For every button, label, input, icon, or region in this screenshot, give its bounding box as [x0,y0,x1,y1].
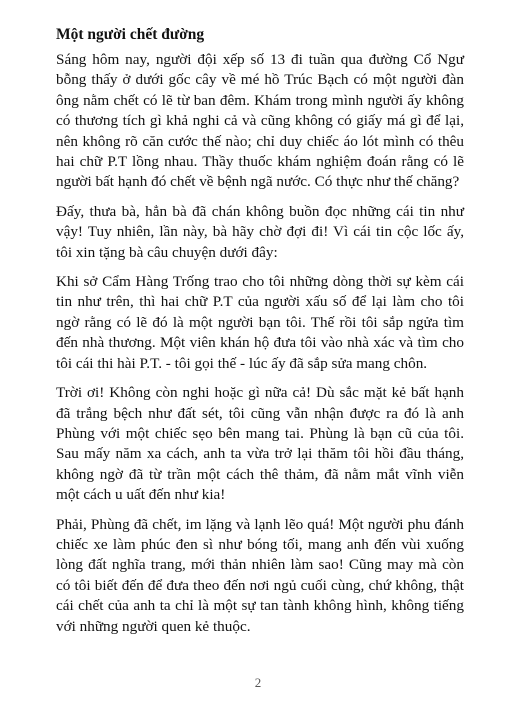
paragraph-3: Khi sở Cẩm Hàng Trống trao cho tôi những dòng thời sự kèm cái tin như trên, thì hai chữ P.T của người xấu số để lại làm cho tôi ngờ rằng có lẽ đó là một người bạn tôi. Thế rồi tôi sắp ngửa tìm đến nhà thương. Một viên khán hộ đưa tôi vào nhà xác và tìm cho tôi cái thi hài P.T. - tôi gọi thế - lúc ấy đã sắp sửa mang chôn. [56,273,464,372]
story-title: Một người chết đường [56,26,205,43]
page-number: 2 [254,675,262,690]
paragraph-5: Phải, Phùng đã chết, im lặng và lạnh lẽo quá! Một người phu đánh chiếc xe làm phúc đen sì như bóng tối, mang anh đến vùi xuống lòng đất nghĩa trang, mới thản nhiên làm sao! Cũng may mà còn có tôi biết đến để đưa theo đến nơi ngủ cuối cùng, chứ không, thật cái chết của anh ta chỉ là một sự tan tành không hình, không tiếng với những người quen kẻ thuộc. [56,515,464,635]
paragraph-1: Sáng hôm nay, người đội xếp số 13 đi tuần qua đường Cổ Ngư bỗng thấy ở dưới gốc cây về mé hồ Trúc Bạch có một người đàn ông nằm chết có lẽ từ ban đêm. Khám trong mình người ấy không có thương tích gì khả nghi cả và cũng không có giấy má gì để lại, nên không rõ căn cước thế nào; chỉ duy chiếc áo lót mình có thêu hai chữ P.T lồng nhau. Thầy thuốc khám nghiệm đoán rằng có lẽ người bất hạnh đó chết về bệnh ngã nước. Có thực như thế chăng? [56,51,464,191]
paragraph-2: Đấy, thưa bà, hẳn bà đã chán không buồn đọc những cái tin như vậy! Tuy nhiên, lần này, bà hãy chờ đợi đi! Vì cái tin cộc lốc ấy, tôi xin tặng bà câu chuyện dưới đây: [56,202,464,261]
paragraph-4: Trời ơi! Không còn nghi hoặc gì nữa cả! Dù sắc mặt kẻ bất hạnh đã trắng bệch như đất sét, tôi cũng vẫn nhận được ra đó là anh Phùng với một chiếc sẹo bên mang tai. Phùng là bạn cũ của tôi. Sau mấy năm xa cách, anh ta vừa trở lại thăm tôi hồi đầu tháng, không ngờ đã từ trần một cách thê thảm, đã nằm mắt vĩnh viễn một cách u uất đến như kia! [56,384,464,504]
